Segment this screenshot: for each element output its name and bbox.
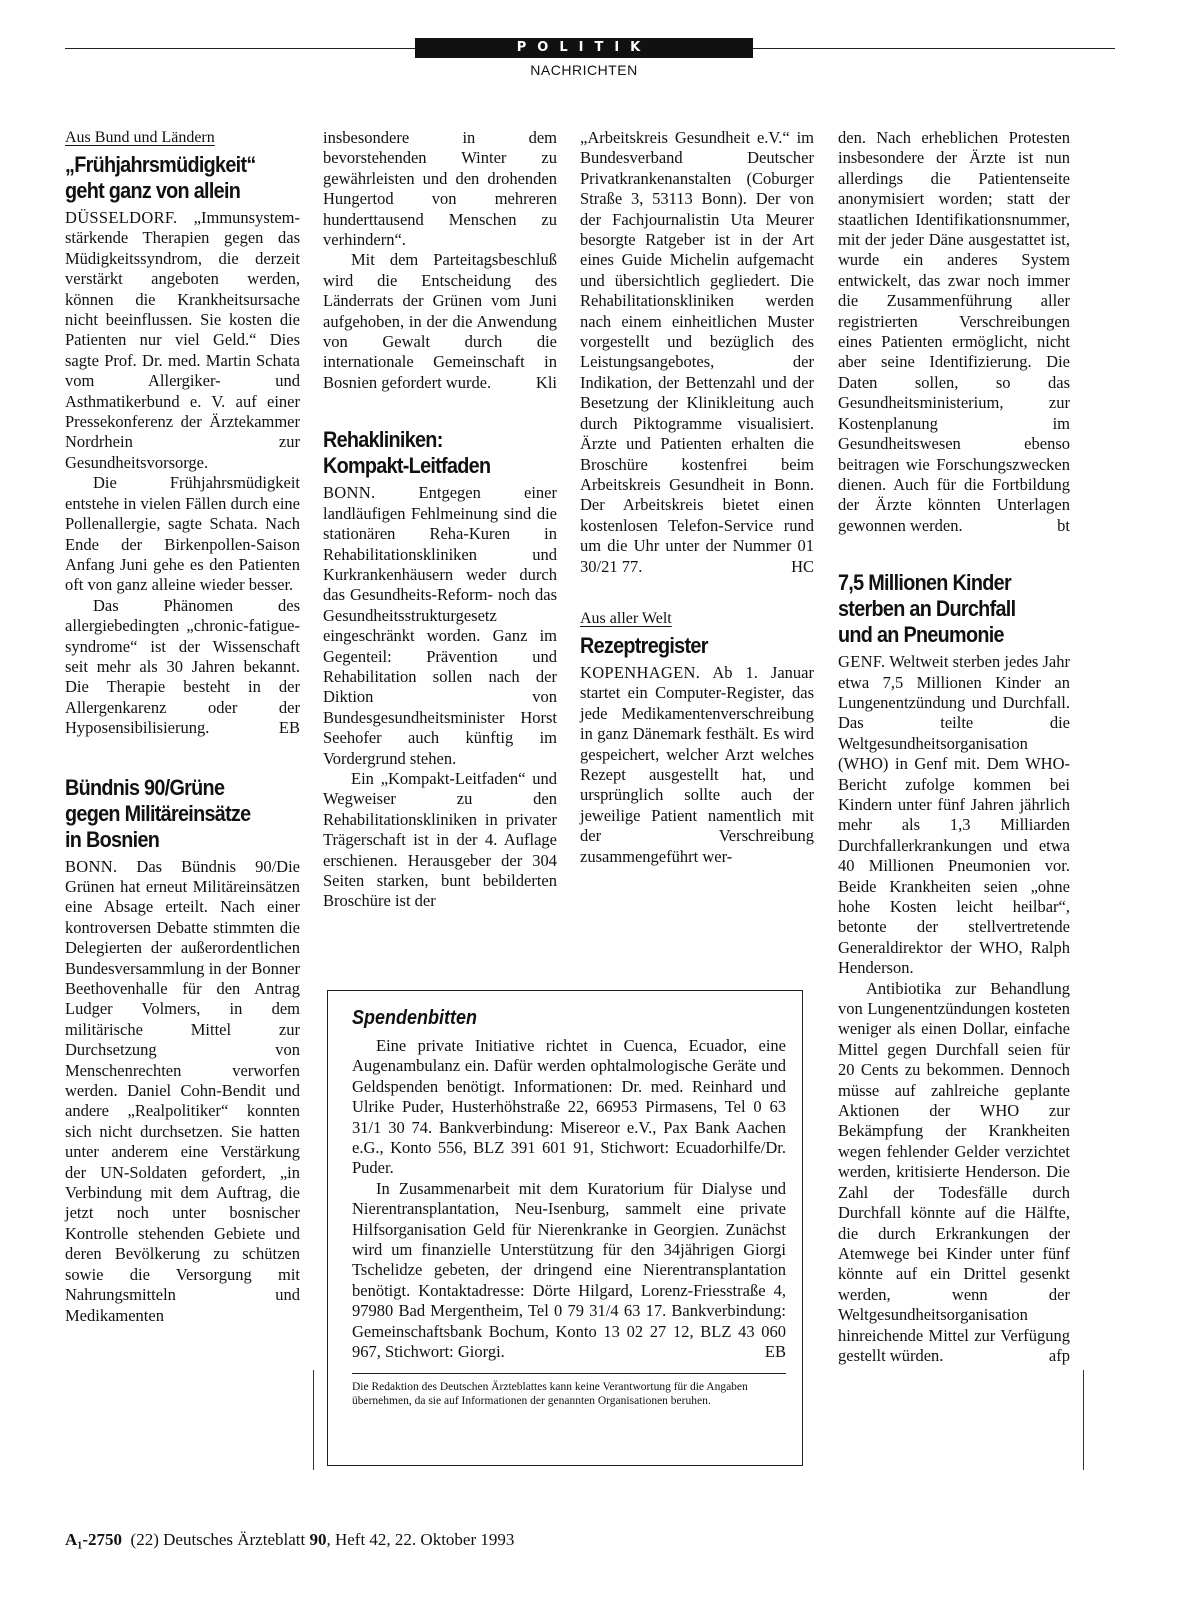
author-signature: bt (1057, 515, 1070, 535)
paragraph: insbesondere in dem bevorstehenden Winter zu gewährleisten und den drohenden Hungertod von mehreren hunderttausend Menschen zu verhindern“. (323, 128, 557, 250)
paragraph: BONN. Entgegen einer landläufigen Fehlmeinung sind die stationären Reha-Kuren in Rehabilitationskliniken und Kurkrankenhäusern weder durch das Gesundheits-Reform- noch das Gesundheitsstrukturgesetz eingeschränkt worden. Ganz im Gegenteil: Prävention und Rehabilitation sollen nach der Diktion von Bundesgesundheitsminister Horst Seehofer auch künftig im Vordergrund stehen. (323, 483, 557, 768)
box-paragraph: In Zusammenarbeit mit dem Kuratorium für Dialyse und Nierentransplantation, Neu-Isenburg, sammelt eine private Hilfsorganisation Geld für Nierenkranke in Georgien. Zunächst wird um finanzielle Unterstützung für den 34jährigen Giorgi Tschelidze gebeten, der dringend eine Nierentransplantation benötigt. Kontaktadresse: Dörte Hilgard, Lorenz-Friesstraße 4, 97980 Bad Mergentheim, Tel 0 79 31/4 63 17. Bankverbindung: Gemeinschaftsbank Bochum, Konto 13 02 27 12, BLZ 43 060 967, Stichwort: Giorgi. EB (352, 1178, 786, 1362)
paragraph: den. Nach erheblichen Protesten insbesondere der Ärzte ist nun allerdings die Patientenseite anonymisiert worden; statt der staatlichen Identifikationsnummer, mit der jeder Däne ausgestattet ist, wurde ein anderes System entwickelt, das zwar noch immer die Zusammenführung aller registrierten Verschreibungen eines Patienten ermöglicht, nicht aber seine Identifizierung. Die Daten sollen, so das Gesundheitsministerium, zur Kostenplanung im Gesundheitswesen ebenso beitragen wie Forschungszwecken dienen. Auch für die Fortbildung der Ärzte könnten Unterlagen gewonnen werden. bt (838, 128, 1070, 535)
page-number: A₁-2750 (65, 1530, 123, 1549)
paragraph: „Arbeitskreis Gesundheit e.V.“ im Bundesverband Deutscher Privatkrankenanstalten (Coburger Straße 3, 53113 Bonn). Der von der Fachjournalistin Uta Meurer besorgte Ratgeber ist in der Art eines Guide Michelin aufgemacht und übersichtlich gegliedert. Die Rehabilitationskliniken werden nach einem einheitlichen Muster vorgestellt und bezüglich des Leistungsangebotes, der Indikation, der Bettenzahl und der Besetzung der Klinikleitung auch durch Piktogramme visualisiert. Ärzte und Patienten erhalten die Broschüre kostenfrei beim Arbeitskreis Gesundheit in Bonn. Der Arbeitskreis bietet einen kostenlosen Telefon-Service rund um die Uhr unter der Nummer 01 30/21 77. HC (580, 128, 814, 576)
article-rezeptregister (580, 633, 814, 867)
headline: Bündnis 90/Grüne gegen Militäreinsätze in Bosnien (65, 774, 251, 852)
paragraph: BONN. Das Bündnis 90/Die Grünen hat erneut Militäreinsätzen eine Absage erteilt. Nach einer kontroversen Debatte stimmten die Delegierten der außerordentlichen Bundesversammlung in der Bonner Beethovenhalle für den Antrag Ludger Volmers, in dem militärische Mittel zur Durchsetzung von Menschenrechten verworfen werden. Daniel Cohn-Bendit und andere „Realpolitiker“ konnten sich nicht durchsetzen. Sie hatten unter anderem eine Verstärkung der UN-Soldaten gefordert, „in Verbindung mit dem Auftrag, die jetzt noch unter bosnischer Kontrolle stehenden Gebiete und deren Bevölkerung zu schützen sowie die Versorgung mit Nahrungsmitteln und Medikamenten (65, 856, 300, 1325)
author-signature: afp (1048, 1345, 1070, 1365)
kicker-bund-laender: Aus Bund und Ländern (65, 129, 215, 146)
issue-date: , Heft 42, 22. Oktober 1993 (326, 1530, 515, 1549)
disclaimer: Die Redaktion des Deutschen Ärzteblattes kann keine Verantwortung für die Angaben übernehmen, da sie auf Informationen der genannten Organisationen beruhen. (352, 1373, 786, 1408)
column-1 (65, 128, 300, 1326)
section-subtitle: NACHRICHTEN (530, 62, 638, 78)
column-3 (580, 128, 814, 867)
paragraph: Das Phänomen des allergiebedingten „chronic-fatigue-syndrome“ ist der Wissenschaft seit mehr als 30 Jahren bekannt. Die Therapie besteht in der Allergenkarenz oder der Hyposensibilisierung. EB (65, 595, 300, 738)
paragraph: DÜSSELDORF. „Immunsystem-stärkende Therapien gegen das Müdigkeitssyndrom, die derzeit verstärkt angeboten werden, können die Krankheitsursache nicht beeinflussen. Sie kosten die Patienten nur viel Geld.“ Dies sagte Prof. Dr. med. Martin Schata vom Allergiker- und Asthmatikerbund e. V. auf einer Pressekonferenz der Ärztekammer Nordrhein zur Gesundheitsvorsorge. (65, 208, 300, 472)
paragraph: Die Frühjahrsmüdigkeit entstehe in vielen Fällen durch eine Pollenallergie, sagte Schata. Nach Ende der Birkenpollen-Saison Anfang Juni gehe es den Patienten oft von ganz alleine wieder besser. (65, 473, 300, 595)
headline: Rezeptregister (580, 632, 708, 658)
column-2 (323, 128, 557, 912)
box-paragraph: Eine private Initiative richtet in Cuenca, Ecuador, eine Augenambulanz ein. Dafür werden ophtalmologische Geräte und Geldspenden benötigt. Informationen: Dr. med. Reinhard und Ulrike Puder, Husterhöhstraße 22, 66953 Pirmasens, Tel 0 63 31/1 30 74. Bankverbindung: Misereor e.V., Pax Bank Aachen e.G., Konto 556, BLZ 391 601 91, Stichwort: Ecuadorhilfe/Dr. Puder. (352, 1036, 786, 1178)
author-signature: HC (791, 556, 814, 576)
column-rule (1083, 1370, 1084, 1470)
journal-name: (22) Deutsches Ärzteblatt (130, 1530, 306, 1549)
spendenbitten-box (327, 990, 803, 1466)
headline: Rehakliniken: Kompakt-Leitfaden (323, 427, 491, 479)
page-footer (65, 1530, 514, 1550)
headline: 7,5 Millionen Kinder sterben an Durchfall und an Pneumonie (838, 570, 1016, 648)
author-signature: Kli (535, 372, 557, 392)
paragraph: GENF. Weltweit sterben jedes Jahr etwa 7,5 Millionen Kinder an Lungenentzündung und Durchfall. Das teilte die Weltgesundheitsorganisation (WHO) in Genf mit. Dem WHO-Bericht zufolge kommen bei Kindern unter fünf Jahren jährlich mehr als 1,3 Milliarden Durchfallerkrankungen und etwa 40 Millionen Pneumonien vor. Beide Krankheiten seien „ohne hohe Kosten leicht heilbar“, betonte der stellvertretende Generaldirektor der WHO, Ralph Henderson. (838, 652, 1070, 978)
paragraph: Antibiotika zur Behandlung von Lungenentzündungen kosteten weniger als einen Dollar, einfache Mittel gegen Durchfall seien für 20 Cents zu bekommen. Dennoch müsse auf zahlreiche geplante Aktionen der WHO zur Bekämpfung der Krankheiten wegen fehlender Gelder verzichtet werden, kritisierte Henderson. Die Zahl der Todesfälle durch Durchfall könnte auf die Hälfte, die durch Erkrankungen der Atemwege bei Kinder unter fünf könnte auf ein Drittel gesenkt werden, wenn der Weltgesundheitsorganisation hinreichende Mittel zur Verfügung gestellt würden. afp (838, 978, 1070, 1365)
author-signature: EB (278, 718, 300, 738)
kicker-aller-welt: Aus aller Welt (580, 609, 672, 627)
headline: „Frühjahrsmüdigkeit“ geht ganz von allein (65, 152, 256, 203)
paragraph: Ein „Kompakt-Leitfaden“ und Wegweiser zu den Rehabilitationskliniken in privater Trägerschaft ist in der 4. Auflage erschienen. Herausgeber der 304 Seiten starken, bunt bebilderten Broschüre ist der (323, 768, 557, 911)
column-rule (313, 1370, 314, 1470)
section-bar: POLITIK (415, 38, 753, 58)
article-fruehjahrsmuedigkeit (65, 152, 300, 739)
box-title: Spendenbitten (352, 1007, 478, 1029)
article-buendnis-gruene (65, 775, 300, 1326)
paragraph: KOPENHAGEN. Ab 1. Januar startet ein Computer-Register, das jede Medikamentenverschreibung in ganz Dänemark festhält. Es wird gespeichert, welcher Arzt welches Rezept ausgestellt hat, und ursprünglich sollte auch der jeweilige Patient namentlich mit der Verschreibung zusammengeführt wer- (580, 662, 814, 866)
article-rehakliniken (323, 427, 557, 912)
article-kinder-sterben (838, 570, 1070, 1366)
volume-number: 90 (309, 1530, 327, 1549)
paragraph: Mit dem Parteitagsbeschluß wird die Entscheidung des Länderrats der Grünen vom Juni aufgehoben, in der die Anwendung von Gewalt durch die internationale Gemeinschaft in Bosnien gefordert wurde. Kli (323, 250, 557, 392)
author-signature: EB (764, 1342, 786, 1362)
column-4 (838, 128, 1070, 1366)
